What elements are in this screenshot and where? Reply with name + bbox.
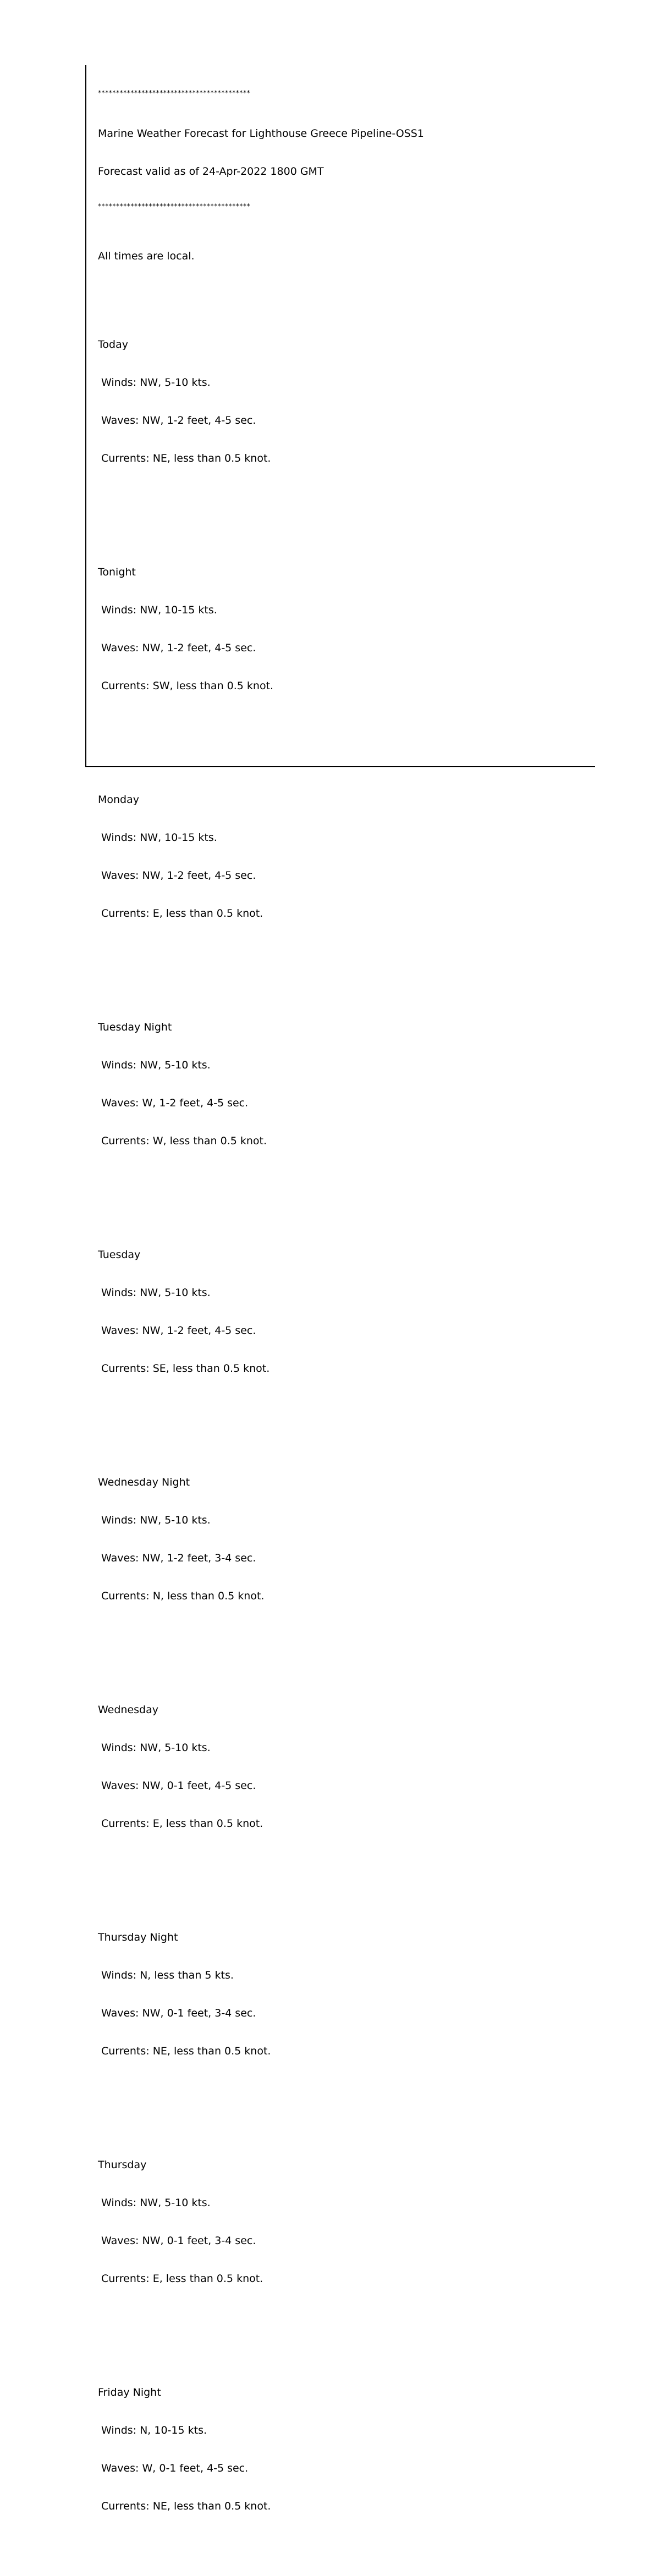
- period-name: Thursday Night: [98, 1931, 178, 1943]
- winds-line: Winds: N, less than 5 kts.: [101, 1969, 234, 1981]
- period-name: Monday: [98, 794, 140, 806]
- left-border-rule: [85, 65, 86, 767]
- currents-line: Currents: E, less than 0.5 knot.: [101, 2273, 263, 2285]
- waves-line: Waves: NW, 1-2 feet, 4-5 sec.: [101, 1325, 256, 1337]
- waves-line: Waves: NW, 1-2 feet, 4-5 sec.: [101, 414, 256, 426]
- period-name: Thursday: [98, 2159, 147, 2171]
- currents-line: Currents: SW, less than 0.5 knot.: [101, 680, 274, 692]
- forecast-period-wednesday-night: [98, 1451, 582, 1628]
- period-name: Tonight: [98, 566, 136, 578]
- forecast-valid-line: Forecast valid as of 24-Apr-2022 1800 GMT: [98, 165, 324, 178]
- forecast-period-today: [98, 313, 582, 490]
- winds-line: Winds: NW, 5-10 kts.: [101, 1742, 211, 1754]
- period-name: Tuesday Night: [98, 1021, 172, 1033]
- forecast-text-block: [98, 64, 582, 2512]
- winds-line: Winds: NW, 5-10 kts.: [101, 1514, 211, 1526]
- currents-line: Currents: N, less than 0.5 knot.: [101, 1590, 265, 1602]
- winds-line: Winds: N, 10-15 kts.: [101, 2424, 207, 2436]
- bottom-separator: ******************************************: [98, 202, 251, 210]
- winds-line: Winds: NW, 10-15 kts.: [101, 604, 217, 616]
- winds-line: Winds: NW, 5-10 kts.: [101, 1287, 211, 1299]
- forecast-period-tuesday-night: [98, 996, 582, 1173]
- currents-line: Currents: NE, less than 0.5 knot.: [101, 452, 271, 464]
- top-separator: ******************************************: [98, 89, 251, 97]
- currents-line: Currents: E, less than 0.5 knot.: [101, 907, 263, 919]
- waves-line: Waves: NW, 0-1 feet, 3-4 sec.: [101, 2235, 256, 2247]
- currents-line: Currents: SE, less than 0.5 knot.: [101, 1362, 270, 1375]
- forecast-period-monday: [98, 768, 582, 945]
- period-name: Tuesday: [98, 1249, 141, 1261]
- waves-line: Waves: NW, 1-2 feet, 4-5 sec.: [101, 642, 256, 654]
- forecast-period-thursday: [98, 2134, 582, 2311]
- waves-line: Waves: W, 0-1 feet, 4-5 sec.: [101, 2462, 249, 2474]
- period-name: Wednesday: [98, 1704, 159, 1716]
- period-name: Wednesday Night: [98, 1476, 190, 1488]
- winds-line: Winds: NW, 10-15 kts.: [101, 832, 217, 844]
- forecast-period-tuesday: [98, 1223, 582, 1400]
- period-name: Friday Night: [98, 2386, 161, 2398]
- winds-line: Winds: NW, 5-10 kts.: [101, 1059, 211, 1071]
- forecast-period-tonight: [98, 541, 582, 718]
- forecast-title: Marine Weather Forecast for Lighthouse Greece Pipeline-OSS1: [98, 128, 424, 140]
- forecast-period-wednesday: [98, 1678, 582, 1855]
- currents-line: Currents: E, less than 0.5 knot.: [101, 1818, 263, 1830]
- currents-line: Currents: W, less than 0.5 knot.: [101, 1135, 267, 1147]
- winds-line: Winds: NW, 5-10 kts.: [101, 2197, 211, 2209]
- waves-line: Waves: NW, 1-2 feet, 3-4 sec.: [101, 1552, 256, 1564]
- waves-line: Waves: NW, 1-2 feet, 4-5 sec.: [101, 869, 256, 882]
- forecast-period-friday-night: [98, 2361, 582, 2538]
- currents-line: Currents: NE, less than 0.5 knot.: [101, 2500, 271, 2512]
- period-name: Today: [98, 339, 128, 351]
- currents-line: Currents: NE, less than 0.5 knot.: [101, 2045, 271, 2057]
- winds-line: Winds: NW, 5-10 kts.: [101, 376, 211, 389]
- waves-line: Waves: NW, 0-1 feet, 3-4 sec.: [101, 2007, 256, 2019]
- waves-line: Waves: W, 1-2 feet, 4-5 sec.: [101, 1097, 249, 1109]
- waves-line: Waves: NW, 0-1 feet, 4-5 sec.: [101, 1780, 256, 1792]
- time-note: All times are local.: [98, 250, 195, 262]
- forecast-period-thursday-night: [98, 1906, 582, 2083]
